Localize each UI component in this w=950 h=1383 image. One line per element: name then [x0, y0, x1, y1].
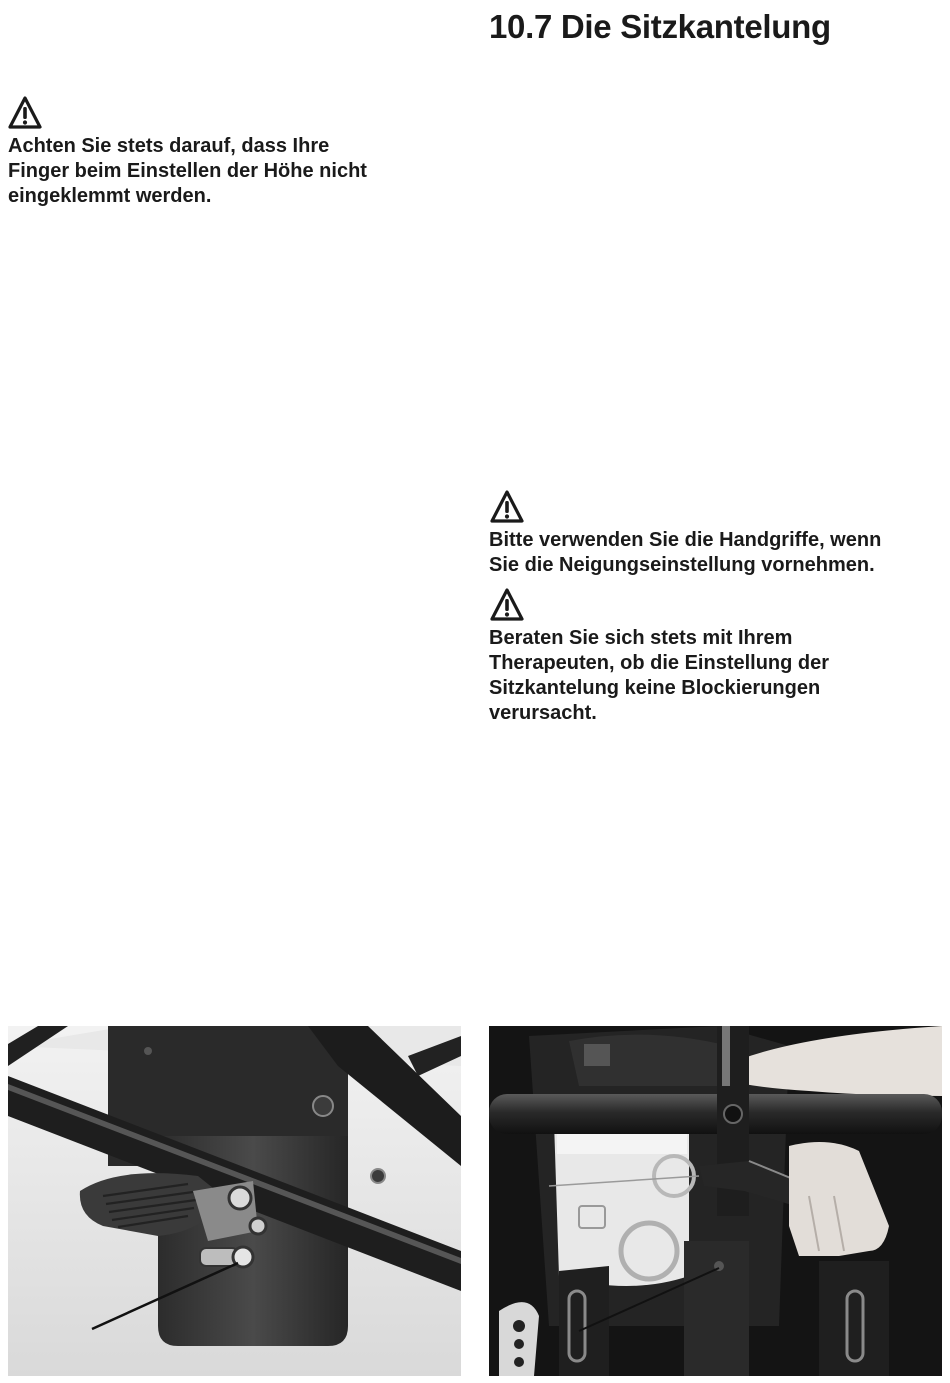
photo-height-adjustment-illustration [8, 1026, 461, 1376]
photo-seat-tilt-handle [489, 1026, 942, 1376]
warning-triangle-icon [489, 489, 525, 525]
warning-triangle-icon [7, 95, 43, 131]
warning-therapist-text: Beraten Sie sich stets mit Ihrem Therapeuten, ob die Einstellung der Sitzkantelung keine Blockierungen verursacht. [489, 627, 830, 724]
warning-handles-text: Bitte verwenden Sie die Handgriffe, wenn Sie die Neigungseinstellung vornehmen. [489, 529, 882, 576]
photo-seat-tilt-illustration [489, 1026, 942, 1376]
photo-height-adjustment [8, 1026, 461, 1376]
warning-triangle-icon [489, 587, 525, 623]
warning-finger-pinch-text: Achten Sie stets darauf, dass Ihre Finger beim Einstellen der Höhe nicht eingeklemmt werden. [8, 135, 367, 207]
section-heading: 10.7 Die Sitzkantelung [489, 8, 831, 45]
